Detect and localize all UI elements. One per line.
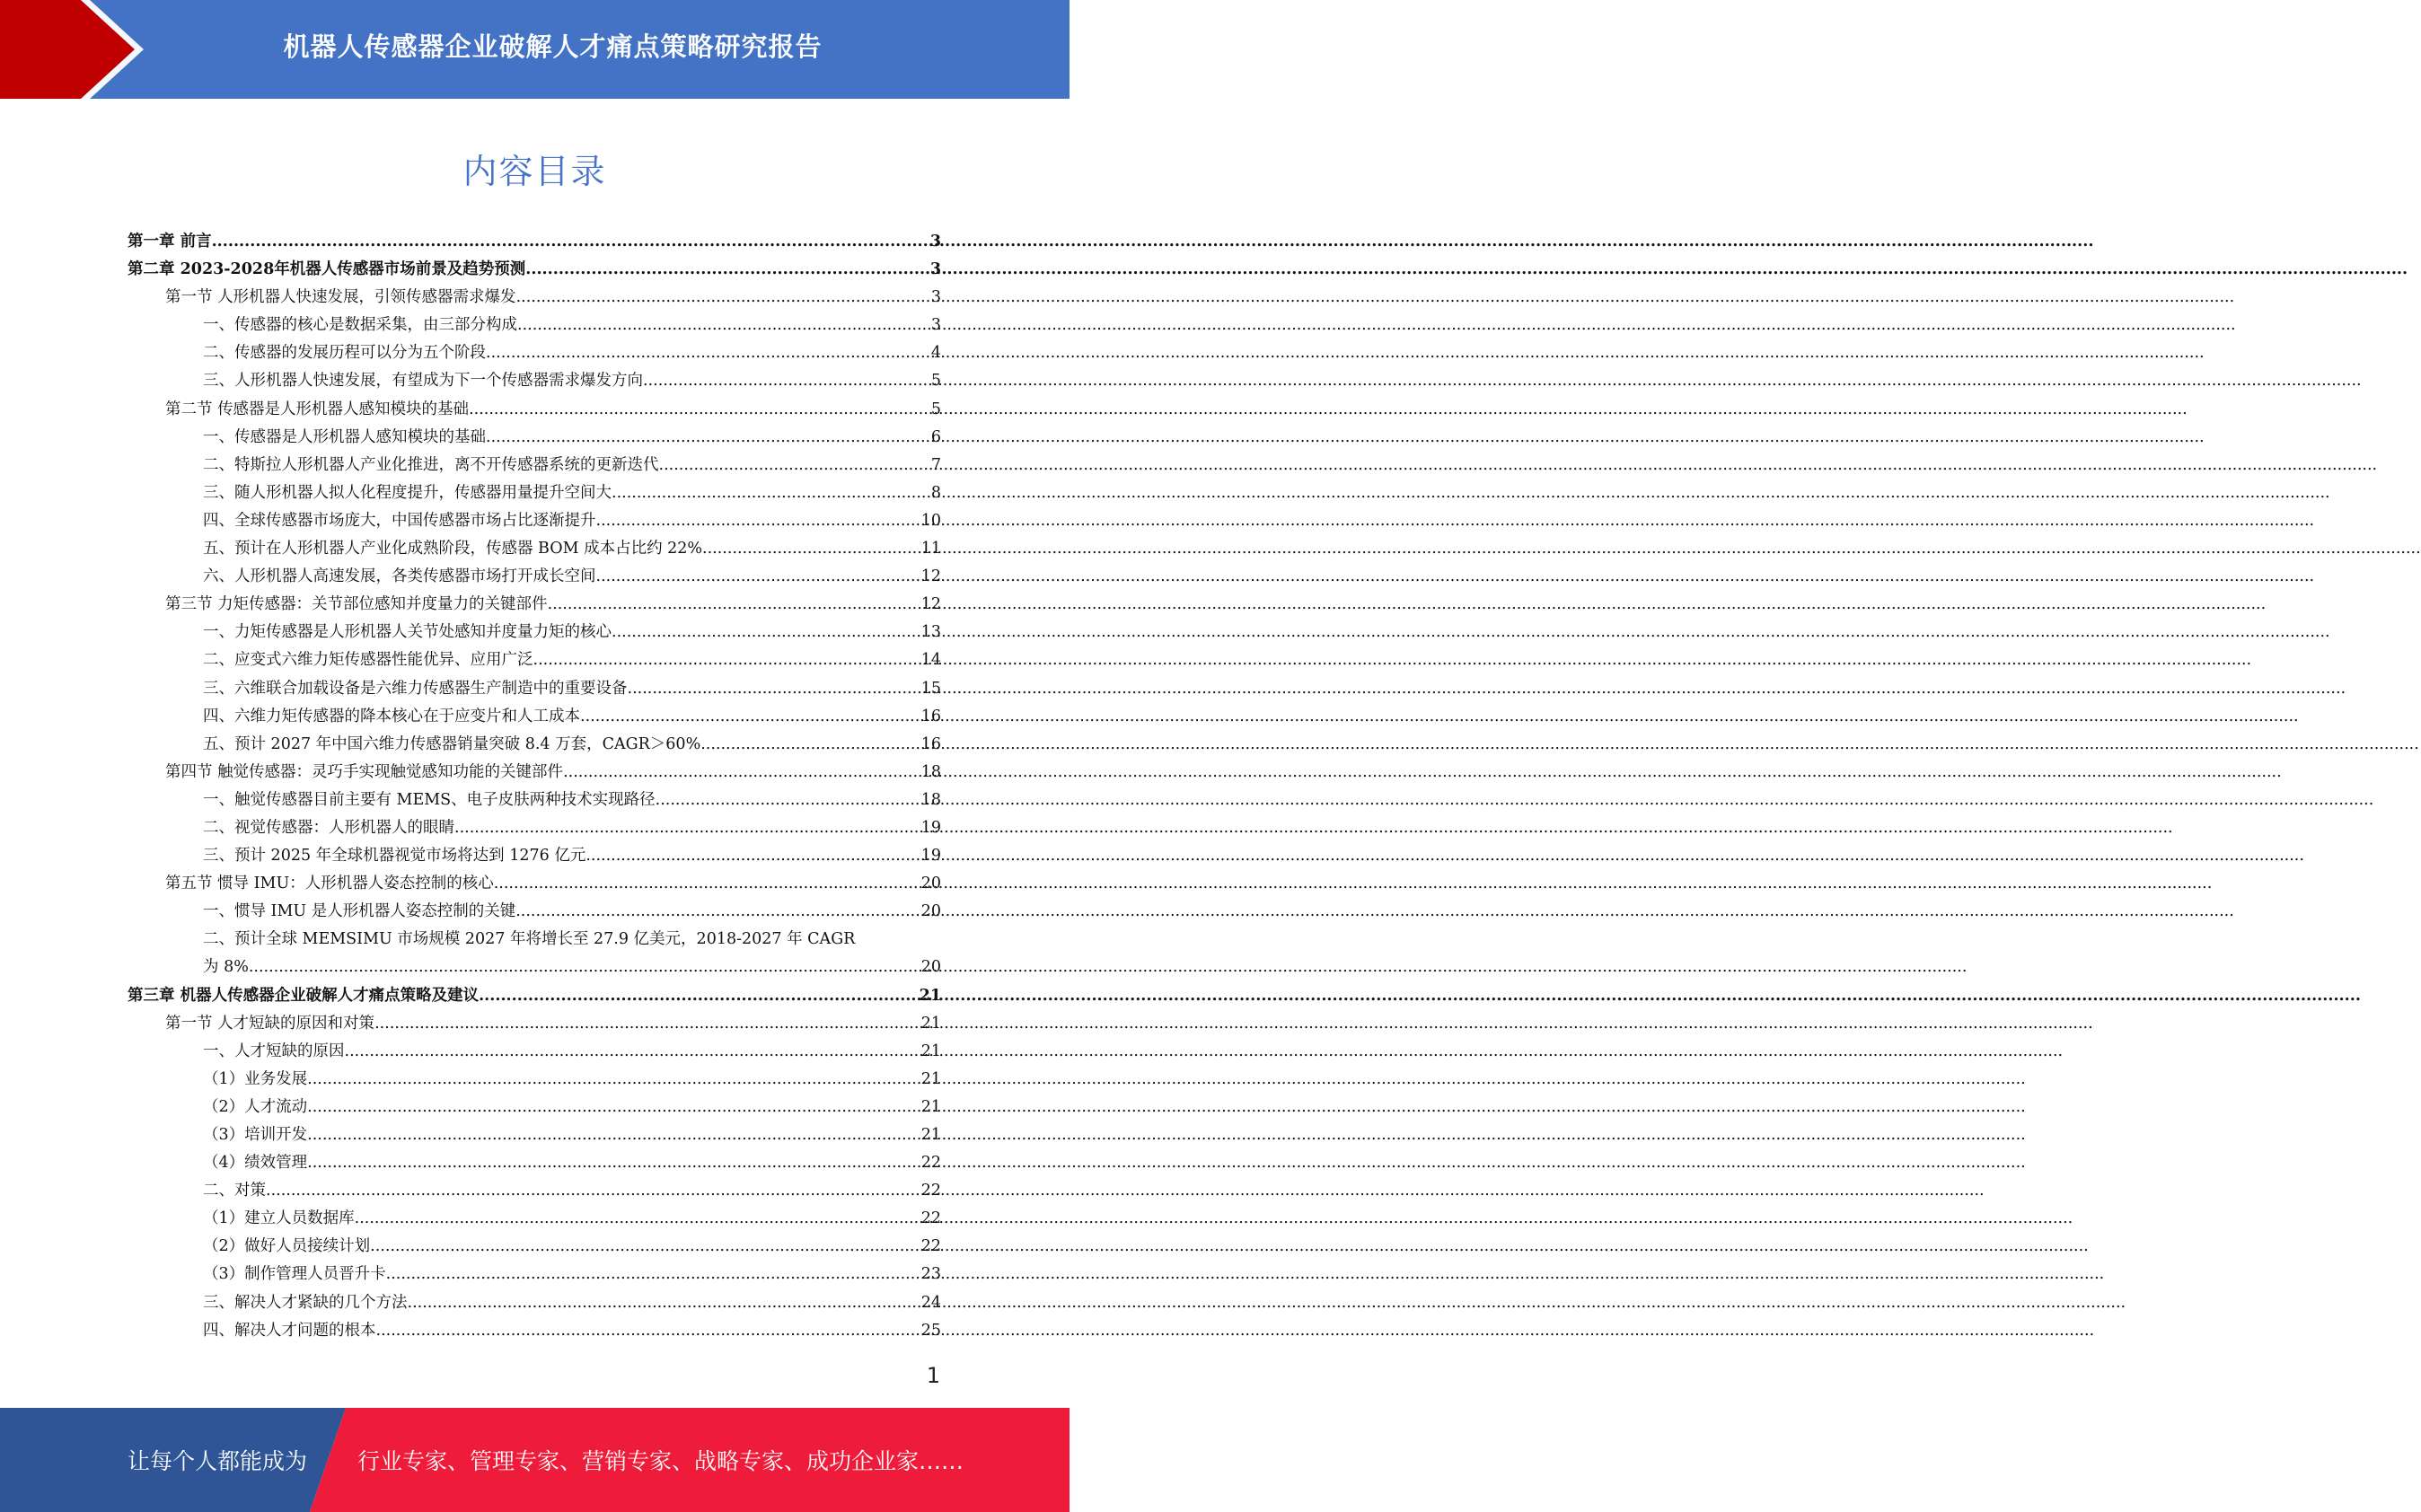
toc-entry-page: 25 [920, 1321, 941, 1340]
toc-entry-page: 14 [920, 651, 941, 670]
toc-entry-title: 一、触觉传感器目前主要有 MEMS、电子皮肤两种技术实现路径 [203, 790, 656, 809]
toc-entry-title: 第四节 触觉传感器：灵巧手实现触觉感知功能的关键部件 [165, 762, 564, 781]
toc-entry-title: 为 8% [203, 958, 249, 977]
toc-entry[interactable] [128, 898, 941, 926]
toc-entry-page: 20 [920, 875, 941, 893]
toc-entry[interactable] [128, 563, 941, 591]
toc-entry-page: 16 [920, 734, 941, 753]
toc-entry[interactable] [128, 787, 941, 814]
toc-entry[interactable] [128, 591, 941, 619]
table-of-contents [128, 228, 941, 1345]
toc-entry[interactable] [128, 256, 941, 284]
toc-entry[interactable] [128, 1317, 941, 1345]
toc-entry[interactable] [128, 1121, 941, 1149]
toc-dot-leader [408, 1289, 921, 1317]
toc-entry-page: 24 [920, 1293, 941, 1312]
toc-entry-title: 第一节 人形机器人快速发展，引领传感器需求爆发 [165, 288, 516, 307]
toc-dot-leader [517, 312, 931, 339]
toc-dot-leader [212, 228, 930, 256]
toc-entry-page: 16 [920, 707, 941, 725]
toc-entry[interactable] [128, 731, 941, 759]
toc-entry[interactable] [128, 1177, 941, 1205]
toc-entry-title: 二、预计全球 MEMSIMU 市场规模 2027 年将增长至 27.9 亿美元，2018-2027 年 CAGR [203, 930, 856, 949]
toc-entry-page: 22 [920, 1209, 941, 1228]
footer-banner [0, 1408, 1070, 1512]
toc-entry-title: （2）做好人员接续计划 [203, 1237, 371, 1256]
toc-entry[interactable] [128, 675, 941, 703]
toc-entry-page: 3 [930, 316, 941, 335]
toc-entry-page: 18 [920, 790, 941, 809]
toc-dot-leader [370, 1233, 921, 1261]
report-header [0, 0, 1070, 99]
toc-dot-leader [454, 814, 921, 842]
toc-entry-page: 21 [920, 1042, 941, 1060]
toc-entry-title: 第二节 传感器是人形机器人感知模块的基础 [165, 400, 470, 418]
toc-entry[interactable] [128, 703, 941, 731]
toc-entry-title: （4）绩效管理 [203, 1154, 308, 1173]
toc-dot-leader [376, 1317, 921, 1345]
toc-dot-leader [656, 787, 921, 814]
toc-entry-page: 5 [930, 372, 941, 391]
toc-entry-page: 7 [930, 455, 941, 474]
toc-entry-title: 第一节 人才短缺的原因和对策 [165, 1014, 375, 1033]
toc-dot-leader [307, 1066, 921, 1094]
footer-slogan-right: 行业专家、管理专家、营销专家、战略专家、成功企业家…… [357, 1448, 964, 1474]
toc-entry[interactable] [128, 479, 941, 507]
toc-entry-title: （1）建立人员数据库 [203, 1209, 355, 1228]
toc-entry[interactable] [128, 619, 941, 646]
toc-entry-title: 一、力矩传感器是人形机器人关节处感知并度量力矩的核心 [203, 623, 612, 642]
toc-entry-page: 22 [920, 1182, 941, 1200]
toc-dot-leader [494, 870, 921, 898]
toc-entry[interactable] [128, 1066, 941, 1094]
toc-entry[interactable] [128, 507, 941, 535]
report-title: 机器人传感器企业破解人才痛点策略研究报告 [283, 31, 823, 62]
toc-entry-title: 四、六维力矩传感器的降本核心在于应变片和人工成本 [203, 707, 580, 725]
toc-entry-page: 21 [920, 1014, 941, 1033]
toc-entry-page: 12 [920, 567, 941, 586]
toc-entry[interactable] [128, 814, 941, 842]
toc-entry-page: 3 [929, 233, 941, 251]
toc-dot-leader [486, 339, 931, 367]
toc-entry-page: 21 [920, 1069, 941, 1088]
toc-entry[interactable] [128, 842, 941, 870]
toc-dot-leader [307, 1121, 921, 1149]
toc-dot-leader [596, 563, 921, 591]
toc-entry-title: 一、惯导 IMU 是人形机器人姿态控制的关键 [203, 902, 516, 921]
toc-entry-page: 20 [920, 958, 941, 977]
toc-entry[interactable] [128, 396, 941, 424]
toc-dot-leader [374, 1010, 921, 1038]
toc-dot-leader [516, 284, 931, 312]
toc-entry[interactable] [128, 339, 941, 367]
footer-slogan-left: 让每个人都能成为 [128, 1448, 308, 1474]
toc-dot-leader [612, 479, 931, 507]
toc-entry[interactable] [128, 1233, 941, 1261]
toc-entry-page: 18 [920, 762, 941, 781]
toc-dot-leader [515, 898, 921, 926]
toc-entry[interactable] [128, 1261, 941, 1288]
toc-entry[interactable] [128, 982, 941, 1010]
toc-entry-title: 第三章 机器人传感器企业破解人才痛点策略及建议 [128, 986, 480, 1005]
toc-entry[interactable] [128, 759, 941, 787]
toc-entry[interactable] [128, 367, 941, 395]
toc-entry-title: 三、人形机器人快速发展，有望成为下一个传感器需求爆发方向 [203, 372, 643, 391]
toc-entry[interactable] [128, 424, 941, 452]
toc-entry[interactable] [128, 228, 941, 256]
toc-entry-page: 22 [920, 1237, 941, 1256]
toc-entry-title: 三、解决人才紧缺的几个方法 [203, 1293, 408, 1312]
toc-dot-leader [307, 1149, 921, 1177]
toc-entry[interactable] [128, 1094, 941, 1121]
toc-entry-title: 二、传感器的发展历程可以分为五个阶段 [203, 344, 486, 363]
toc-entry-title: （1）业务发展 [203, 1069, 308, 1088]
toc-entry-page: 11 [920, 540, 941, 558]
toc-entry-title: 五、预计在人形机器人产业化成熟阶段，传感器 BOM 成本占比约 22% [203, 540, 703, 558]
toc-entry-title: 三、六维联合加载设备是六维力传感器生产制造中的重要设备 [203, 679, 628, 698]
toc-entry[interactable] [128, 284, 941, 312]
toc-dot-leader [486, 424, 931, 452]
toc-dot-leader [585, 842, 920, 870]
toc-entry-page: 21 [920, 1126, 941, 1144]
toc-entry-page: 10 [920, 511, 941, 530]
toc-dot-leader [345, 1038, 921, 1066]
toc-heading: 内容目录 [462, 152, 607, 191]
toc-entry-page: 19 [920, 847, 941, 866]
toc-dot-leader [596, 507, 921, 535]
toc-dot-leader [249, 954, 921, 981]
toc-entry-page: 20 [920, 902, 941, 921]
toc-entry-page: 21 [919, 986, 941, 1005]
toc-entry-title: 二、视觉传感器：人形机器人的眼睛 [203, 818, 454, 837]
toc-dot-leader [702, 535, 921, 563]
toc-entry[interactable] [128, 870, 941, 898]
toc-entry[interactable] [128, 1205, 941, 1233]
toc-entry-title: 六、人形机器人高速发展，各类传感器市场打开成长空间 [203, 567, 596, 586]
toc-entry-title: 二、特斯拉人形机器人产业化推进，离不开传感器系统的更新迭代 [203, 455, 659, 474]
toc-entry-page: 22 [920, 1154, 941, 1173]
toc-entry[interactable] [128, 1289, 941, 1317]
toc-dot-leader [700, 731, 921, 759]
toc-dot-leader [533, 646, 921, 674]
toc-entry-title: 三、随人形机器人拟人化程度提升，传感器用量提升空间大 [203, 483, 612, 502]
toc-entry-page: 23 [920, 1265, 941, 1284]
toc-dot-leader [628, 675, 921, 703]
toc-entry-page: 8 [930, 483, 941, 502]
toc-entry-title: 第五节 惯导 IMU：人形机器人姿态控制的核心 [165, 875, 494, 893]
toc-dot-leader [479, 982, 920, 1010]
toc-entry-page: 4 [930, 344, 941, 363]
toc-dot-leader [386, 1261, 921, 1288]
toc-entry-page: 5 [930, 400, 941, 418]
toc-entry[interactable] [128, 1038, 941, 1066]
toc-entry-title: 第三节 力矩传感器：关节部位感知并度量力的关键部件 [165, 595, 548, 614]
toc-dot-leader [612, 619, 921, 646]
toc-entry-title: 一、传感器的核心是数据采集，由三部分构成 [203, 316, 517, 335]
page-number: 1 [926, 1363, 940, 1388]
toc-entry[interactable] [128, 535, 941, 563]
toc-dot-leader [307, 1094, 921, 1121]
toc-entry-title: 第二章 2023-2028年机器人传感器市场前景及趋势预测 [128, 260, 526, 279]
toc-entry-page: 3 [929, 260, 941, 279]
toc-dot-leader [659, 452, 931, 479]
toc-entry-title: 三、预计 2025 年全球机器视觉市场将达到 1276 亿元 [203, 847, 586, 866]
toc-dot-leader [355, 1205, 921, 1233]
toc-entry-title: 一、传感器是人形机器人感知模块的基础 [203, 427, 486, 446]
toc-entry-page: 12 [920, 595, 941, 614]
toc-entry-title: 四、全球传感器市场庞大，中国传感器市场占比逐渐提升 [203, 511, 596, 530]
toc-entry-page: 3 [930, 288, 941, 307]
toc-entry-title: 一、人才短缺的原因 [203, 1042, 345, 1060]
toc-entry-title: （3）制作管理人员晋升卡 [203, 1265, 386, 1284]
toc-entry-title: 四、解决人才问题的根本 [203, 1321, 376, 1340]
toc-dot-leader [580, 703, 921, 731]
toc-dot-leader [525, 256, 930, 284]
toc-entry[interactable] [128, 312, 941, 339]
toc-entry[interactable] [128, 646, 941, 674]
toc-dot-leader [548, 591, 921, 619]
toc-entry-page: 6 [930, 427, 941, 446]
toc-entry-page: 15 [920, 679, 941, 698]
toc-entry-title: （2）人才流动 [203, 1097, 308, 1116]
toc-entry-page: 13 [920, 623, 941, 642]
toc-entry[interactable] [128, 926, 941, 954]
toc-entry-title: 五、预计 2027 年中国六维力传感器销量突破 8.4 万套，CAGR＞60% [203, 734, 701, 753]
toc-dot-leader [643, 367, 931, 395]
toc-dot-leader [563, 759, 921, 787]
toc-entry-page: 19 [920, 818, 941, 837]
toc-entry[interactable] [128, 1010, 941, 1038]
toc-entry[interactable] [128, 954, 941, 981]
toc-dot-leader [266, 1177, 921, 1205]
toc-entry[interactable] [128, 452, 941, 479]
toc-entry-title: 二、应变式六维力矩传感器性能优异、应用广泛 [203, 651, 533, 670]
toc-entry-title: 二、对策 [203, 1182, 266, 1200]
toc-entry-title: 第一章 前言 [128, 233, 212, 251]
toc-dot-leader [469, 396, 931, 424]
toc-entry-page: 21 [920, 1097, 941, 1116]
toc-entry[interactable] [128, 1149, 941, 1177]
toc-entry-title: （3）培训开发 [203, 1126, 308, 1144]
